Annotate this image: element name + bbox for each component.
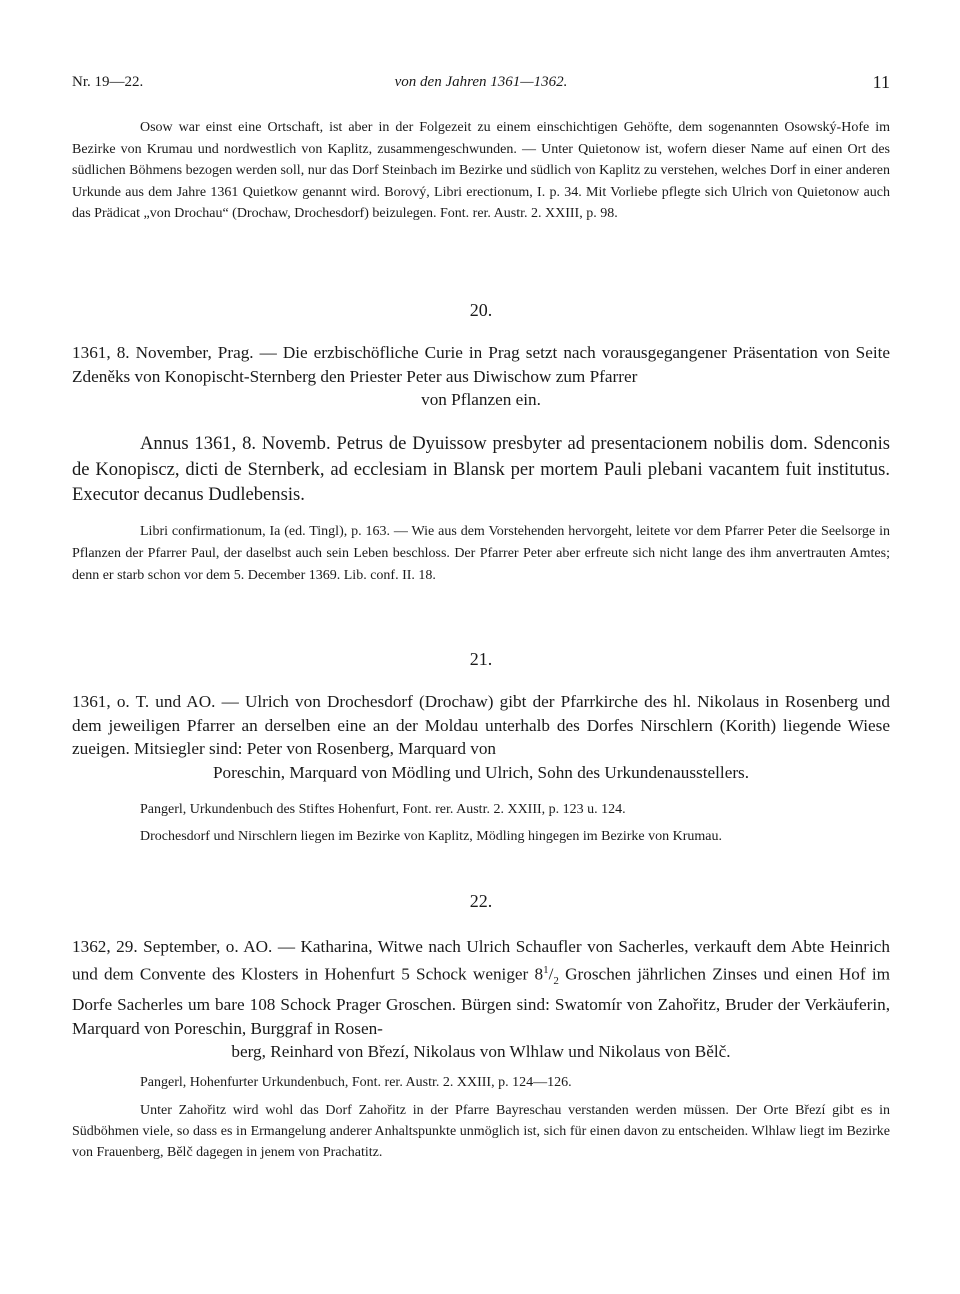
entry-number-21: 21.: [469, 649, 493, 669]
running-header: [72, 70, 890, 100]
entry-22-regest-text-continued: Groschen jährlichen Zinses und einen Hof im Dorfe Sacherles um bare 108 Schock Prager Groschen. Bürgen sind: Swatomír von Zahořitz, Bruder der Verkäuferin, Marquard von Poreschin, Burggraf in Rosen-: [72, 964, 890, 1038]
entry-22-regest: 1362, 29. September, o. AO. — Katharina, Witwe nach Ulrich Schaufler von Sacherles, verkauft dem Abte Heinrich und dem Convente des Klosters in Hohenfurt 5 Schock weniger $8^1/_2$ Groschen jährlichen Zinses und einen Hof im Dorfe Sacherles um bare 108 Schock Prager Groschen. Bürgen sind: Swatomír von Zahořitz, Bruder der Verkäuferin, Marquard von Poreschin, Burggraf in Rosen- berg, Reinhard von Březí, Nikolaus von Wlhlaw und Nikolaus von Bělč.: [72, 935, 890, 1064]
page-number: 11: [872, 72, 890, 92]
header-years: von den Jahren 1361—1362.: [394, 74, 568, 90]
entry-22-location-note: Unter Zahořitz wird wohl das Dorf Zahořitz in der Pfarre Bayreschau verstanden werden müssen. Der Orte Březí gibt es in Südböhmen viele, so dass es in Ermangelung anderer Anhaltspunkte unmöglich ist, sich für einen davon zu entscheiden. Wlhlaw liegt im Bezirke von Frauenberg, Bělč dagegen in jenem von Prachatitz.: [72, 1103, 890, 1160]
entry-number-22: 22.: [469, 891, 493, 911]
entry-21-regest: [72, 690, 890, 784]
entry-22-regest-last: berg, Reinhard von Březí, Nikolaus von Wlhlaw und Nikolaus von Bělč.: [231, 1042, 731, 1062]
entry-20-latin-text: Annus 1361, 8. Novemb. Petrus de Dyuissow presbyter ad presentacionem nobilis dom. Sdenconis de Konopiscz, dicti de Sternberk, ad ecclesiam in Blansk per mortem Pauli plebani vacantem fuit institutus. Executor decanus Dudlebensis.: [72, 433, 890, 505]
entry-20-source-note: Libri confirmationum, Ia (ed. Tingl), p. 163. — Wie aus dem Vorstehenden hervorgeht, leitete vor dem Pfarrer Peter die Seelsorge in Pflanzen der Pfarrer Paul, der daselbst auch sein Leben beschloss. Der Pfarrer Peter aber erfreute sich nicht lange des ihm anvertrauten Amtes; denn er starb schon vor dem 5. December 1369. Lib. conf. II. 18.: [72, 524, 890, 583]
entry-20-regest-last: von Pflanzen ein.: [421, 390, 541, 409]
fraction-denominator: 2: [553, 974, 559, 987]
entry-22-source-note: Pangerl, Hohenfurter Urkundenbuch, Font. rer. Austr. 2. XXIII, p. 124—126.: [140, 1075, 572, 1090]
header-document-range: Nr. 19—22.: [72, 74, 144, 90]
entry-21-regest-last: Poreschin, Marquard von Mödling und Ulrich, Sohn des Urkundenausstellers.: [212, 762, 750, 782]
entry-22-regest-text: 1362, 29. September, o. AO. — Katharina, Witwe nach Ulrich Schaufler von Sacherles, verkauft dem Abte Heinrich und dem Convente des Klosters in Hohenfurt 5 Schock weniger 8: [72, 937, 890, 984]
entry-number-20: 20.: [469, 300, 493, 320]
intro-note: Osow war einst eine Ortschaft, ist aber in der Folgezeit zu einem einschichtigen Gehöfte, dem sogenannten Osowský-Hofe im Bezirke von Krumau und nordwestlich von Kaplitz, zusammengeschwunden. — Unter Quietonow ist, wofern dieser Name auf einen Ort des südlichen Böhmens bezogen werden soll, nur das Dorf Steinbach im Bezirke und südlich von Kaplitz zu verstehen, welches Dorf in einer anderen Urkunde aus dem Jahre 1361 Quietkow genannt wird. Borový, Libri erectionum, I. p. 34. Mit Vorliebe pflegte sich Ulrich von Quietonow auch das Prädicat „von Drochau“ (Drochaw, Drochesdorf) beizulegen. Font. rer. Austr. 2. XXIII, p. 98.: [72, 120, 890, 221]
entry-21-regest-text: 1361, o. T. und AO. — Ulrich von Drochesdorf (Drochaw) gibt der Pfarrkirche des hl. Nikolaus in Rosenberg und dem jeweiligen Pfarrer an derselben eine an der Moldau unterhalb des Dorfes Nirschlern (Korith) liegende Wiese zueigen. Mitsiegler sind: Peter von Rosenberg, Marquard von: [72, 692, 890, 758]
fraction-numerator: 1: [543, 963, 549, 976]
entry-21-location-note: Drochesdorf und Nirschlern liegen im Bezirke von Kaplitz, Mödling hingegen im Bezirke von Krumau.: [140, 829, 723, 844]
entry-20-regest-text: 1361, 8. November, Prag. — Die erzbischöfliche Curie in Prag setzt nach vorausgegangener Präsentation von Seite Zdeněks von Konopischt-Sternberg den Priester Peter aus Diwischow zum Pfarrer: [72, 343, 890, 386]
entry-21-source-note: Pangerl, Urkundenbuch des Stiftes Hohenfurt, Font. rer. Austr. 2. XXIII, p. 123 u. 124.: [140, 802, 626, 817]
entry-20-regest: [72, 341, 890, 412]
